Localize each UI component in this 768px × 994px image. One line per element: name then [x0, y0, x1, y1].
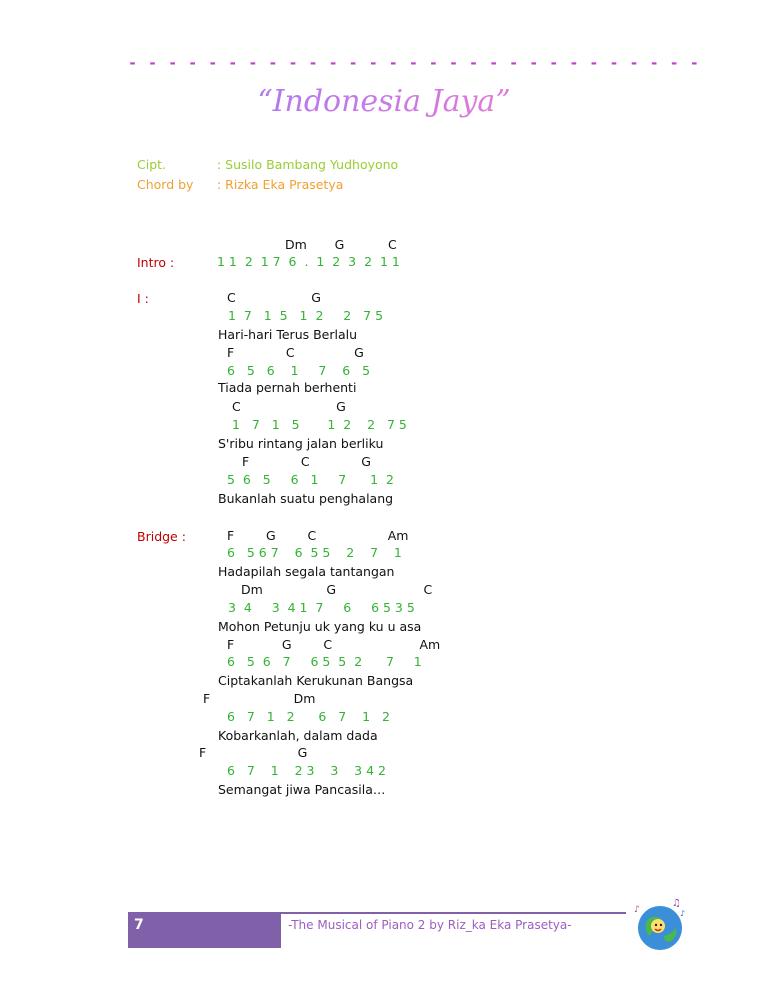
- lyric-line: Mohon Petunju uk yang ku u asa: [218, 619, 422, 634]
- lyric-line: Bukanlah suatu penghalang: [218, 491, 394, 506]
- footer-divider: [281, 912, 626, 914]
- globe-music-icon: [628, 892, 692, 956]
- lyric-line: Hari-hari Terus Berlalu: [218, 327, 358, 342]
- notation-line: 1 7 1 5 1 2 2 7 5: [228, 308, 384, 323]
- notation-line: 6 7 1 2 6 7 1 2: [227, 709, 390, 724]
- footer-page-bar: [128, 912, 281, 948]
- notation-line: 5 6 5 6 1 7 1 2: [227, 472, 394, 487]
- composer-value: : Susilo Bambang Yudhoyono: [217, 157, 399, 172]
- notation-line: 6 7 1 2 3 3 3 4 2: [227, 763, 386, 778]
- chord-line: F Dm: [203, 691, 316, 706]
- lyric-line: Ciptakanlah Kerukunan Bangsa: [218, 673, 414, 688]
- chord-by-label: Chord by: [137, 177, 194, 192]
- chord-line: C G: [232, 399, 346, 414]
- section-label-bridge: Bridge :: [137, 529, 186, 544]
- chord-line: C G: [227, 290, 321, 305]
- chord-line: F G C Am: [227, 637, 441, 652]
- lyric-line: Tiada pernah berhenti: [218, 380, 357, 395]
- notation-line: 1 7 1 5 1 2 2 7 5: [232, 417, 407, 432]
- chord-line: Dm G C: [241, 582, 433, 597]
- lyric-line: S'ribu rintang jalan berliku: [218, 436, 384, 451]
- decorative-dash-line: - - - - - - - - - - - - - - - - - - - - - - - - - - - - -: [128, 54, 700, 72]
- song-title: [0, 84, 768, 119]
- chord-line: F C G: [242, 454, 371, 469]
- footer-credit: -The Musical of Piano 2 by Riz_ka Eka Prasetya-: [288, 918, 572, 932]
- chord-line: F C G: [227, 345, 364, 360]
- svg-text:♫: ♫: [672, 898, 681, 909]
- notation-line: 6 5 6 7 6 5 5 2 7 1: [227, 545, 402, 560]
- notation-line: 1 1 2 1 7 6 . 1 2 3 2 1 1: [217, 254, 400, 269]
- notation-line: 6 5 6 1 7 6 5: [227, 363, 371, 378]
- notation-line: 6 5 6 7 6 5 5 2 7 1: [227, 654, 422, 669]
- svg-text:♪: ♪: [634, 905, 640, 915]
- lyric-line: Kobarkanlah, dalam dada: [218, 728, 378, 743]
- notation-line: 3 4 3 4 1 7 6 6 5 3 5: [228, 600, 415, 615]
- page-number: 7: [134, 917, 144, 933]
- lyric-line: Hadapilah segala tantangan: [218, 564, 395, 579]
- lyric-line: Semangat jiwa Pancasila…: [218, 782, 386, 797]
- chord-line: F G C Am: [227, 528, 409, 543]
- svg-text:♪: ♪: [680, 909, 686, 918]
- song-title-text: “Indonesia Jaya”: [257, 84, 511, 119]
- chord-by-value: : Rizka Eka Prasetya: [217, 177, 344, 192]
- section-label-verse: I :: [137, 291, 149, 306]
- chord-line: Dm G C: [285, 237, 397, 252]
- section-label-intro: Intro :: [137, 255, 175, 270]
- composer-label: Cipt.: [137, 157, 167, 172]
- chord-line: F G: [199, 745, 308, 760]
